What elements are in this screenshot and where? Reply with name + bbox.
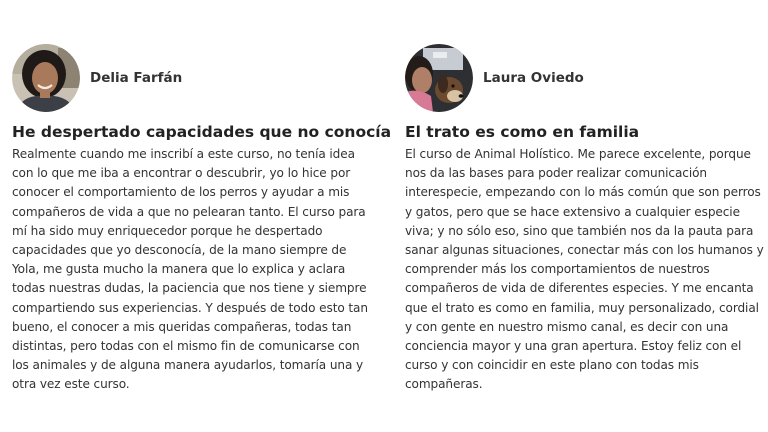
testimonial-title: El trato es como en familia [405,123,640,141]
testimonial-card [405,44,767,395]
testimonial-card [12,44,392,395]
testimonial-text: El curso de Animal Holístico. Me parece excelente, porque nos da las bases para poder realizar comunicación interespecie, empezando con lo más común que son perros y gatos, pero que se hace extensivo a cualquier especie viva; y no sólo eso, sino que también nos da la pauta para sanar algunas situaciones, conectar más con los humanos y comprender más los comportamientos de nuestros compañeros de vida de diferentes especies. Y me encanta que el trato es como en familia, muy personalizado, cordial y con gente en nuestro mismo canal, es decir con una conciencia mayor y una gran apertura. Estoy feliz con el curso y con coincidir en este plano con todas mis compañeras. [405,147,764,392]
author-name: Delia Farfán [90,70,183,86]
testimonial-author [12,44,374,112]
testimonial-title: He despertado capacidades que no conocía [12,123,392,141]
avatar [405,44,473,112]
testimonial-author [405,44,767,112]
testimonial-text: Realmente cuando me inscribí a este curso, no tenía idea con lo que me iba a encontrar o descubrir, yo lo hice por conocer el comportamiento de los perros y ayudar a mis compañeros de vida a que no pelearan tanto. El curso para mí ha sido muy enriquecedor porque he despertado capacidades que yo desconocía, de la mano siempre de Yola, me gusta mucho la manera que lo explica y aclara todas nuestras dudas, la paciencia que nos tiene y siempre compartiendo sus experiencias. Y después de todo esto tan bueno, el conocer a mis queridas compañeras, todas tan distintas, pero todas con el mismo fin de comunicarse con los animales y de alguna manera ayudarlos, tomaría una y otra vez este curso. [12,147,368,392]
author-name: Laura Oviedo [483,70,584,86]
avatar [12,44,80,112]
